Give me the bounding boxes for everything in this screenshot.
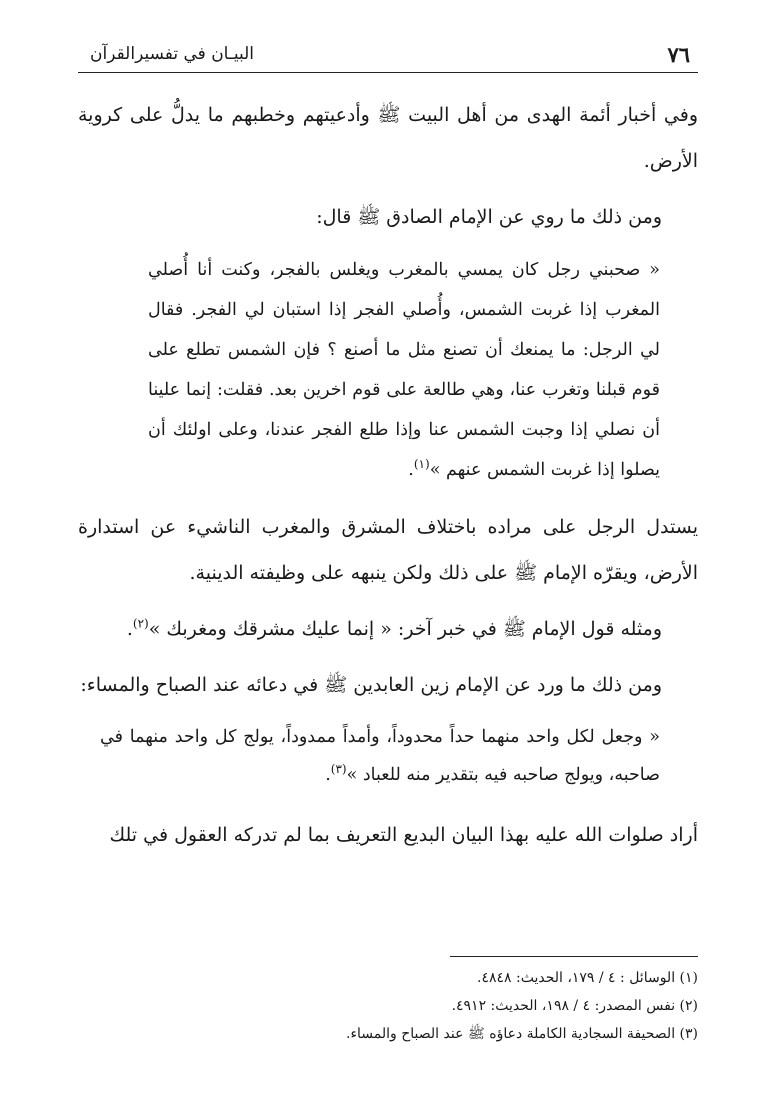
- running-title: البيـان في تفسيرالقرآن: [90, 44, 255, 64]
- footnote-1: (١) الوسائل : ٤ / ١٧٩، الحديث: ٤٨٤٨.: [477, 970, 698, 986]
- paragraph-5: ومن ذلك ما ورد عن الإمام زين العابدين ﷺ في دعائه عند الصباح والمساء:: [80, 674, 662, 696]
- quote-sadiq: « صحبني رجل كان يمسي بالمغرب ويغلس بالفجر، وكنت أنا أُصلي المغرب إذا غربت الشمس، وأُصلي الفجر إذا استبان لي الفجر. فقال لي الرجل: ما يمنعك أن تصنع مثل ما أصنع ؟ فإن الشمس تطلع على قوم قبلنا وتغرب عنا، وهي طالعة على قوم اخرين بعد. فقلت: إنما علينا أن نصلي إذا وجبت الشمس عنا وإذا طلع الفجر عندنا، وعلى اولئك أن يصلوا إذا غربت الشمس عنهم »$^{(١)}$.: [148, 260, 660, 480]
- footnote-ref-1: (١): [413, 457, 430, 472]
- footnote-ref-3: (٣): [330, 762, 347, 777]
- page-number: ٧٦: [667, 42, 690, 67]
- paragraph-2: ومن ذلك ما روي عن الإمام الصادق ﷺ قال:: [316, 206, 662, 228]
- body-text: [78, 92, 698, 868]
- footnote-3: (٣) الصحيفة السجادية الكاملة دعاؤه ﷺ عند الصباح والمساء.: [346, 1026, 698, 1042]
- footnotes: [78, 964, 698, 1048]
- paragraph-6: أراد صلوات الله عليه بهذا البيان البديع التعريف بما لم تدركه العقول في تلك: [109, 824, 698, 846]
- footnote-divider: [450, 956, 698, 957]
- paragraph-3: يستدل الرجل على مراده باختلاف المشرق والمغرب الناشيء عن استدارة الأرض، ويقرّه الإمام ﷺ على ذلك ولكن ينبهه على وظيفته الدينية.: [78, 516, 698, 584]
- quote-sajjad: « وجعل لكل واحد منهما حداً محدوداً، وأمداً ممدوداً، يولج كل واحد منهما في صاحبه، ويولج صاحبه فيه بتقدير منه للعباد »$^{(٣)}$.: [100, 727, 660, 785]
- paragraph-4: ومثله قول الإمام ﷺ في خبر آخر: « إنما عليك مشرقك ومغربك »$^{(٢)}$.: [126, 616, 662, 640]
- footnote-2: (٢) نفس المصدر: ٤ / ١٩٨، الحديث: ٤٩١٢.: [451, 998, 698, 1014]
- page-header: [78, 38, 698, 73]
- paragraph-1: وفي أخبار أئمة الهدى من أهل البيت ﷺ وأدعيتهم وخطبهم ما يدلُّ على كروية الأرض.: [78, 104, 698, 172]
- footnote-ref-2: (٢): [132, 616, 149, 631]
